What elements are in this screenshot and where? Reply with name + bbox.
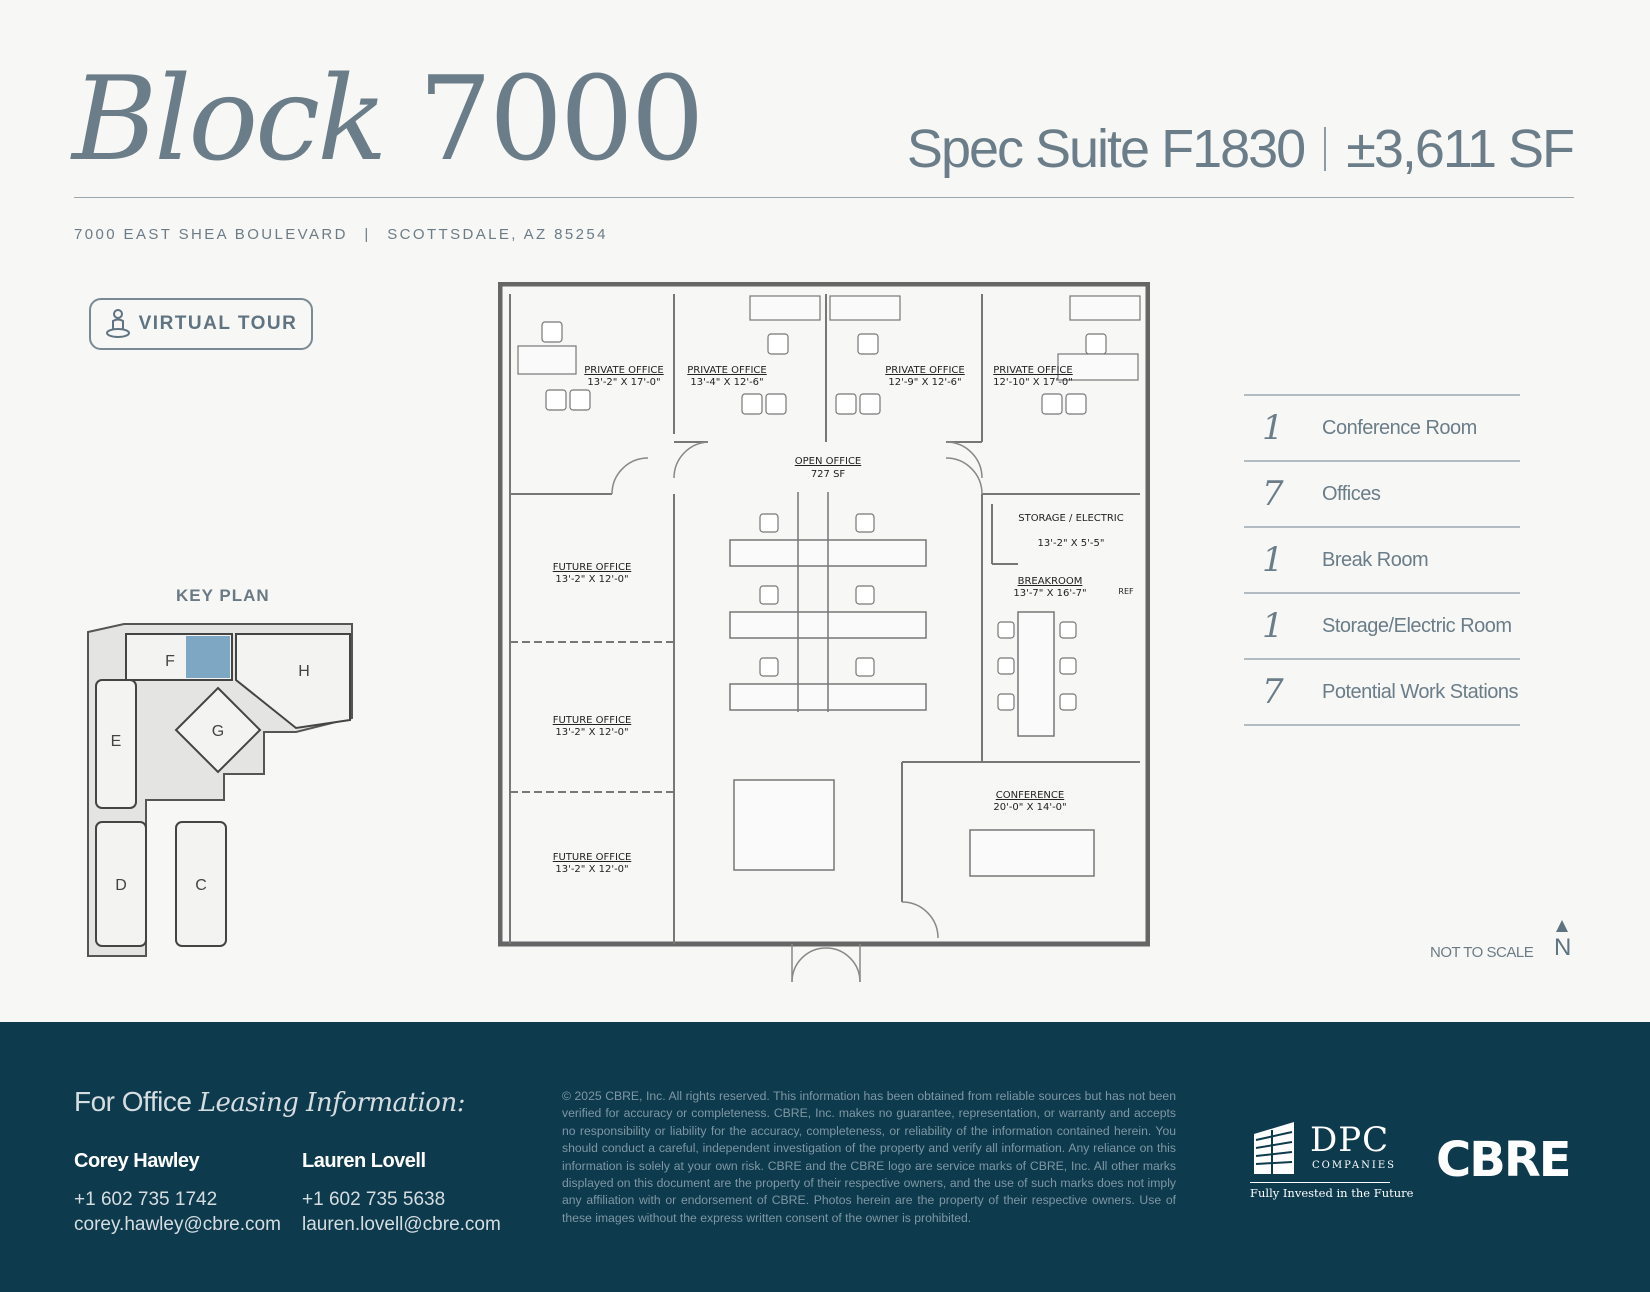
leasing-italic: Leasing Information: <box>198 1088 465 1118</box>
contact-name: Corey Hawley <box>74 1150 200 1172</box>
summary-row <box>1244 526 1520 592</box>
city-address: SCOTTSDALE, AZ 85254 <box>387 226 608 243</box>
room-summary <box>1244 394 1520 726</box>
summary-count: 7 <box>1262 672 1284 712</box>
address-line <box>74 226 608 243</box>
summary-label: Offices <box>1322 482 1381 505</box>
summary-count: 1 <box>1262 606 1284 646</box>
summary-count: 1 <box>1262 408 1284 448</box>
room-open-office-name: OPEN OFFICE <box>794 456 862 467</box>
summary-count: 1 <box>1262 540 1284 580</box>
header-rule <box>74 197 1574 198</box>
footer <box>0 1022 1650 1292</box>
label-f: F <box>165 653 175 670</box>
suite-name: Spec Suite F1830 <box>906 119 1305 179</box>
label-c: C <box>195 877 207 894</box>
page-title <box>72 52 702 187</box>
room-private-office-1-name: PRIVATE OFFICE <box>584 365 664 376</box>
room-breakroom-dims: 13'-7" X 16'-7" <box>1013 588 1087 599</box>
summary-row <box>1244 460 1520 526</box>
room-private-office-3-name: PRIVATE OFFICE <box>885 365 965 376</box>
dpc-sub: COMPANIES <box>1312 1160 1396 1171</box>
summary-count: 7 <box>1262 474 1284 514</box>
label-d: D <box>115 877 127 894</box>
label-e: E <box>110 733 122 750</box>
address-separator: | <box>364 226 371 243</box>
room-conference-dims: 20'-0" X 14'-0" <box>993 802 1067 813</box>
room-private-office-4-name: PRIVATE OFFICE <box>993 365 1073 376</box>
contact-phone[interactable]: +1 602 735 5638 <box>302 1189 446 1210</box>
summary-row <box>1244 658 1520 726</box>
room-future-office-1-dims: 13'-2" X 12'-0" <box>555 574 629 585</box>
room-future-office-2-dims: 13'-2" X 12'-0" <box>555 727 629 738</box>
contact-card <box>302 1150 532 1237</box>
summary-row <box>1244 394 1520 460</box>
suite-heading <box>907 118 1573 180</box>
room-future-office-3-dims: 13'-2" X 12'-0" <box>555 864 629 875</box>
floor-plan <box>498 282 1150 982</box>
room-conference-name: CONFERENCE <box>995 790 1065 801</box>
suite-highlight <box>186 636 230 678</box>
street-address: 7000 EAST SHEA BOULEVARD <box>74 226 348 243</box>
cbre-logo: CBRE <box>1436 1132 1570 1188</box>
divider <box>1324 127 1326 171</box>
room-future-office-1-name: FUTURE OFFICE <box>552 562 632 573</box>
title-part-2: 7000 <box>418 52 702 187</box>
summary-label: Conference Room <box>1322 416 1477 439</box>
title-part-1: Block <box>72 52 385 187</box>
room-open-office-area: 727 SF <box>810 469 846 480</box>
key-plan-map <box>74 610 360 962</box>
key-plan-title: KEY PLAN <box>176 586 270 605</box>
person-pin-icon <box>105 309 131 339</box>
label-h: H <box>298 663 310 680</box>
north-arrow <box>1554 918 1570 965</box>
summary-label: Break Room <box>1322 548 1429 571</box>
room-private-office-3-dims: 12'-9" X 12'-6" <box>888 377 962 388</box>
leasing-prefix: For Office <box>74 1086 192 1117</box>
room-private-office-2-dims: 13'-4" X 12'-6" <box>690 377 764 388</box>
leasing-heading <box>74 1086 465 1118</box>
dpc-building-icon <box>1250 1120 1306 1176</box>
dpc-name: DPC <box>1310 1120 1390 1160</box>
room-private-office-4-dims: 12'-10" X 17'-0" <box>993 377 1073 388</box>
virtual-tour-label: VIRTUAL TOUR <box>138 313 298 334</box>
contact-email[interactable]: lauren.lovell@cbre.com <box>302 1214 501 1235</box>
room-future-office-3-name: FUTURE OFFICE <box>552 852 632 863</box>
room-storage-dims: 13'-2" X 5'-5" <box>1037 538 1105 549</box>
room-storage-name: STORAGE / ELECTRIC <box>1018 513 1124 524</box>
label-g: G <box>211 723 225 740</box>
scale-note: NOT TO SCALE <box>1430 944 1534 961</box>
virtual-tour-button[interactable] <box>89 298 313 350</box>
contact-email[interactable]: corey.hawley@cbre.com <box>74 1214 281 1235</box>
legal-disclaimer: © 2025 CBRE, Inc. All rights reserved. This information has been obtained from reliable sources but has not been verified for accuracy or completeness. CBRE, Inc. makes no guarantee, representation, or warranty and accepts no responsibility or liability for the accuracy, completeness, or reliability of the information contained herein. You should conduct a careful, independent investigation of the property and verify all information. Any reliance on this information is solely at your own risk. CBRE and the CBRE logo are service marks of CBRE, Inc. All other marks displayed on this document are the property of their respective owners, and the use of such marks does not imply any affiliation with or endorsement of CBRE. Photos herein are the property of their respective owners. Use of these images without the express written consent of the owner is prohibited. <box>562 1089 1176 1225</box>
summary-label: Potential Work Stations <box>1322 680 1519 703</box>
room-private-office-1-dims: 13'-2" X 17'-0" <box>587 377 661 388</box>
summary-label: Storage/Electric Room <box>1322 614 1512 637</box>
contact-phone[interactable]: +1 602 735 1742 <box>74 1189 218 1210</box>
contact-card <box>74 1150 304 1237</box>
contact-name: Lauren Lovell <box>302 1150 426 1172</box>
room-breakroom-name: BREAKROOM <box>1017 576 1083 587</box>
north-label: N <box>1554 934 1572 961</box>
dpc-tagline: Fully Invested in the Future <box>1250 1186 1414 1200</box>
room-future-office-2-name: FUTURE OFFICE <box>552 715 632 726</box>
suite-area: ±3,611 SF <box>1346 119 1573 179</box>
ref-label: REF <box>1118 587 1134 596</box>
room-private-office-2-name: PRIVATE OFFICE <box>687 365 767 376</box>
summary-row <box>1244 592 1520 658</box>
